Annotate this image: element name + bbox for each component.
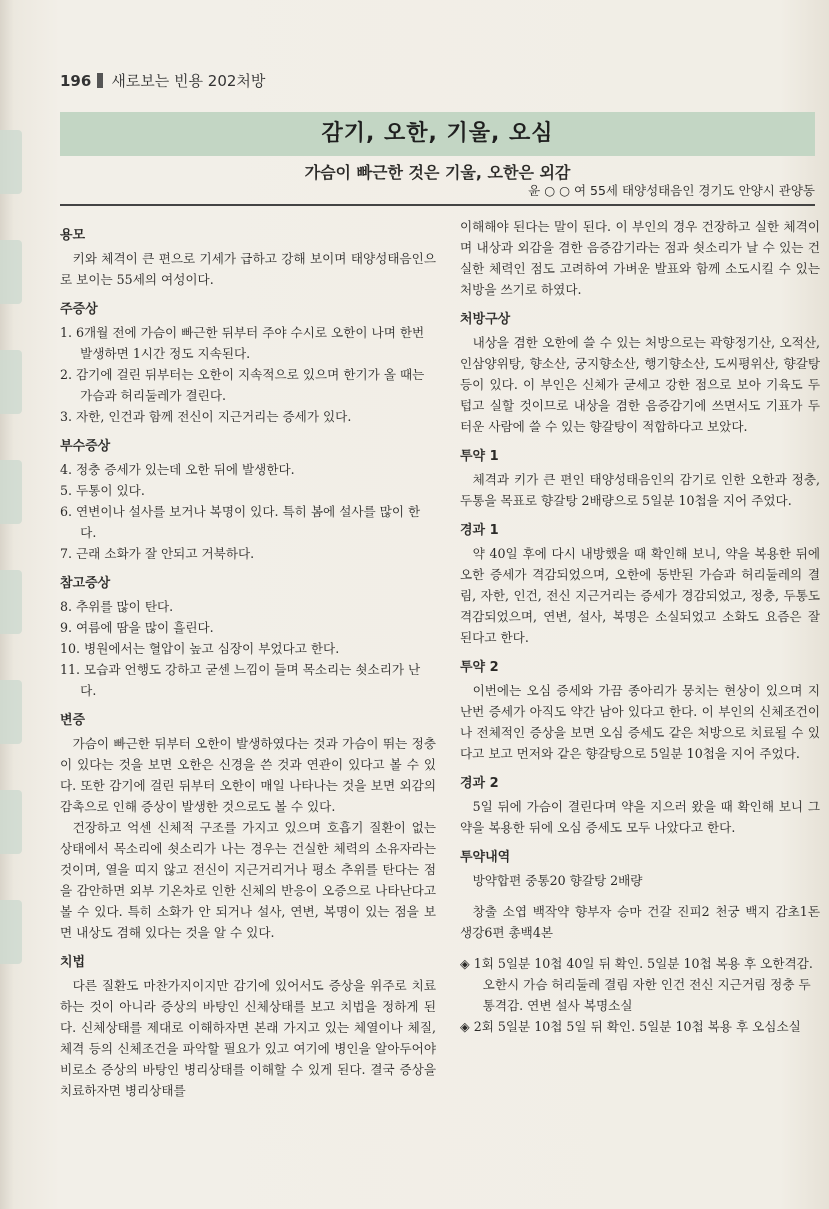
- section-heading: 변증: [60, 713, 86, 728]
- title-band: [60, 112, 815, 156]
- section-heading: 투약내역: [460, 850, 511, 865]
- history-ingredients: 창출 소엽 백작약 향부자 승마 건갈 진피2 천궁 백지 감초1돈 생강6편 총백4본: [460, 904, 820, 940]
- list-item: 5. 두통이 있다.: [60, 483, 145, 498]
- page-subtitle: 가슴이 빠근한 것은 기울, 오한은 외감: [304, 163, 571, 182]
- title-rule: [60, 204, 815, 206]
- section-heading: 주증상: [60, 302, 98, 317]
- right-column: [460, 216, 820, 1037]
- section-heading: 투약 2: [460, 660, 499, 675]
- side-tab: [0, 680, 22, 744]
- side-tab: [0, 240, 22, 304]
- list-item: 3. 자한, 인건과 함께 전신이 지근거리는 증세가 있다.: [60, 409, 352, 424]
- section-heading: 치법: [60, 955, 86, 970]
- section-heading: 용모: [60, 228, 86, 243]
- list-item: 8. 추위를 많이 탄다.: [60, 599, 174, 614]
- section-text: 다른 질환도 마찬가지이지만 감기에 있어서도 증상을 위주로 치료하는 것이 아니라 증상의 바탕인 신체상태를 보고 치법을 정하게 된다. 신체상태를 제대로 이해하자면 본래 가지고 있는 체열이나 체질, 체격 등의 신체조건을 파악할 필요가 있고 여기에 병인을 알아두어야 비로소 증상의 바탕인 병리상태를 이해할 수 있게 된다. 결국 증상을 치료하자면 병리상태를: [60, 978, 436, 1098]
- book-title: 새로보는 빈용 202처방: [111, 72, 266, 90]
- list-item: 4. 정충 증세가 있는데 오한 뒤에 발생한다.: [60, 462, 295, 477]
- history-list: [460, 953, 820, 1037]
- side-tab: [0, 900, 22, 964]
- side-tab: [0, 790, 22, 854]
- list-item: 6. 연변이나 설사를 보거나 복명이 있다. 특히 봄에 설사를 많이 한다.: [60, 504, 421, 540]
- section-text: 가슴이 빠근한 뒤부터 오한이 발생하였다는 것과 가슴이 뛰는 정충이 있다는 것을 보면 오한은 신경을 쓴 것과 연관이 있다고 볼 수 있다. 또한 감기에 걸린 뒤부터 오한이 매일 나타나는 것을 보면 외감의 감촉으로 인해 증상이 발생한 것으로도 볼 수 있다.: [60, 736, 436, 814]
- list-item: 11. 모습과 언행도 강하고 굳센 느낌이 들며 목소리는 쇳소리가 난다.: [60, 662, 421, 698]
- left-column: [60, 216, 436, 1101]
- side-tab: [0, 350, 22, 414]
- section-heading: 부수증상: [60, 439, 111, 454]
- header-divider: [97, 73, 103, 88]
- section-text: 키와 체격이 큰 편으로 기세가 급하고 강해 보이며 태양성태음인으로 보이는 55세의 여성이다.: [60, 251, 436, 287]
- side-tab: [0, 460, 22, 524]
- section-text: 이번에는 오심 증세와 가끔 종아리가 뭉치는 현상이 있으며 지난번 증세가 아직도 약간 남아 있다고 한다. 이 부인의 신체조건이나 전체적인 증상을 보면 오심 증세도 같은 처방으로 치료될 수 있다고 보고 먼저와 같은 향갈탕으로 5일분 10첩을 지어 주었다.: [460, 683, 820, 761]
- section-text: 내상을 겸한 오한에 쓸 수 있는 처방으로는 곽향정기산, 오적산, 인삼양위탕, 향소산, 궁지향소산, 행기향소산, 도씨평위산, 향갈탕 등이 있다. 이 부인은 신체가 굳세고 강한 점으로 보아 기육도 두텁고 실할 것이므로 내상을 겸한 음증감기에 쓰면서도 기표가 두터운 사람에 쓸 수 있는 향갈탕이 적합하다고 보았다.: [460, 335, 820, 434]
- section-text: 체격과 키가 큰 편인 태양성태음인의 감기로 인한 오한과 정충, 두통을 목표로 향갈탕 2배량으로 5일분 10첩을 지어 주었다.: [460, 472, 820, 508]
- list-item: 9. 여름에 땀을 많이 흘린다.: [60, 620, 214, 635]
- list-item: ◈ 1회 5일분 10첩 40일 뒤 확인. 5일분 10첩 복용 후 오한격감. 오한시 가슴 허리둘레 결림 자한 인건 전신 지근거림 정충 두통격감. 연변 설사 복명소실: [460, 956, 813, 1013]
- list-item: 10. 병원에서는 혈압이 높고 심장이 부었다고 한다.: [60, 641, 340, 656]
- list-item: 2. 감기에 걸린 뒤부터는 오한이 지속적으로 있으며 한기가 올 때는 가슴과 허리둘레가 결린다.: [60, 367, 425, 403]
- section-text: 건장하고 억센 신체적 구조를 가지고 있으며 호흡기 질환이 없는 상태에서 목소리에 쇳소리가 나는 경우는 건실한 체력의 소유자라는 것이며, 열을 띠지 않고 전신이 지근거리거나 평소 추위를 탄다는 점을 감안하면 외부 기온차로 인한 신체의 반응이 오증으로 나타난다고 볼 수 있다. 특히 소화가 안 되거나 설사, 연변, 복명이 있는 점을 보면 내상도 겸해 있다는 것을 알 수 있다.: [60, 820, 436, 940]
- patient-info: 윤 ○ ○ 여 55세 태양성태음인 경기도 안양시 관양동: [528, 183, 815, 198]
- side-tabs: [0, 130, 22, 1010]
- page-number: 196: [60, 72, 92, 90]
- history-formula: 방약합편 중통20 향갈탕 2배량: [472, 873, 643, 888]
- running-header: [60, 70, 265, 91]
- section-heading: 참고증상: [60, 576, 111, 591]
- list-item: ◈ 2회 5일분 10첩 5일 뒤 확인. 5일분 10첩 복용 후 오심소실: [460, 1019, 801, 1034]
- section-text: 약 40일 후에 다시 내방했을 때 확인해 보니, 약을 복용한 뒤에 오한 증세가 격감되었으며, 오한에 동반된 가슴과 허리둘레의 결림, 자한, 인건, 전신 지근거리는 증세가 경감되었고, 정충, 두통도 격감되었으며, 연변, 설사, 복명은 소실되었고 소화도 요즘은 잘 된다고 한다.: [460, 546, 820, 645]
- section-heading: 경과 2: [460, 776, 499, 791]
- list-item: 1. 6개월 전에 가슴이 빠근한 뒤부터 주야 수시로 오한이 나며 한번 발생하면 1시간 정도 지속된다.: [60, 325, 425, 361]
- page-title: 감기, 오한, 기울, 오심: [321, 121, 554, 146]
- sub-symptom-list: [60, 459, 436, 564]
- section-text: 이해해야 된다는 말이 된다. 이 부인의 경우 건장하고 실한 체격이며 내상과 외감을 겸한 음증감기라는 점과 쇳소리가 날 수 있는 건실한 체력인 점도 고려하여 가벼운 발표와 함께 소도시킬 수 있는 처방을 쓰기로 하였다.: [460, 219, 820, 297]
- side-tab: [0, 130, 22, 194]
- list-item: 7. 근래 소화가 잘 안되고 거북하다.: [60, 546, 255, 561]
- section-heading: 투약 1: [460, 449, 499, 464]
- ref-symptom-list: [60, 596, 436, 701]
- main-symptom-list: [60, 322, 436, 427]
- side-tab: [0, 570, 22, 634]
- section-heading: 처방구상: [460, 312, 511, 327]
- section-text: 5일 뒤에 가슴이 결린다며 약을 지으러 왔을 때 확인해 보니 그 약을 복용한 뒤에 오심 증세도 모두 나았다고 한다.: [460, 799, 820, 835]
- section-heading: 경과 1: [460, 523, 499, 538]
